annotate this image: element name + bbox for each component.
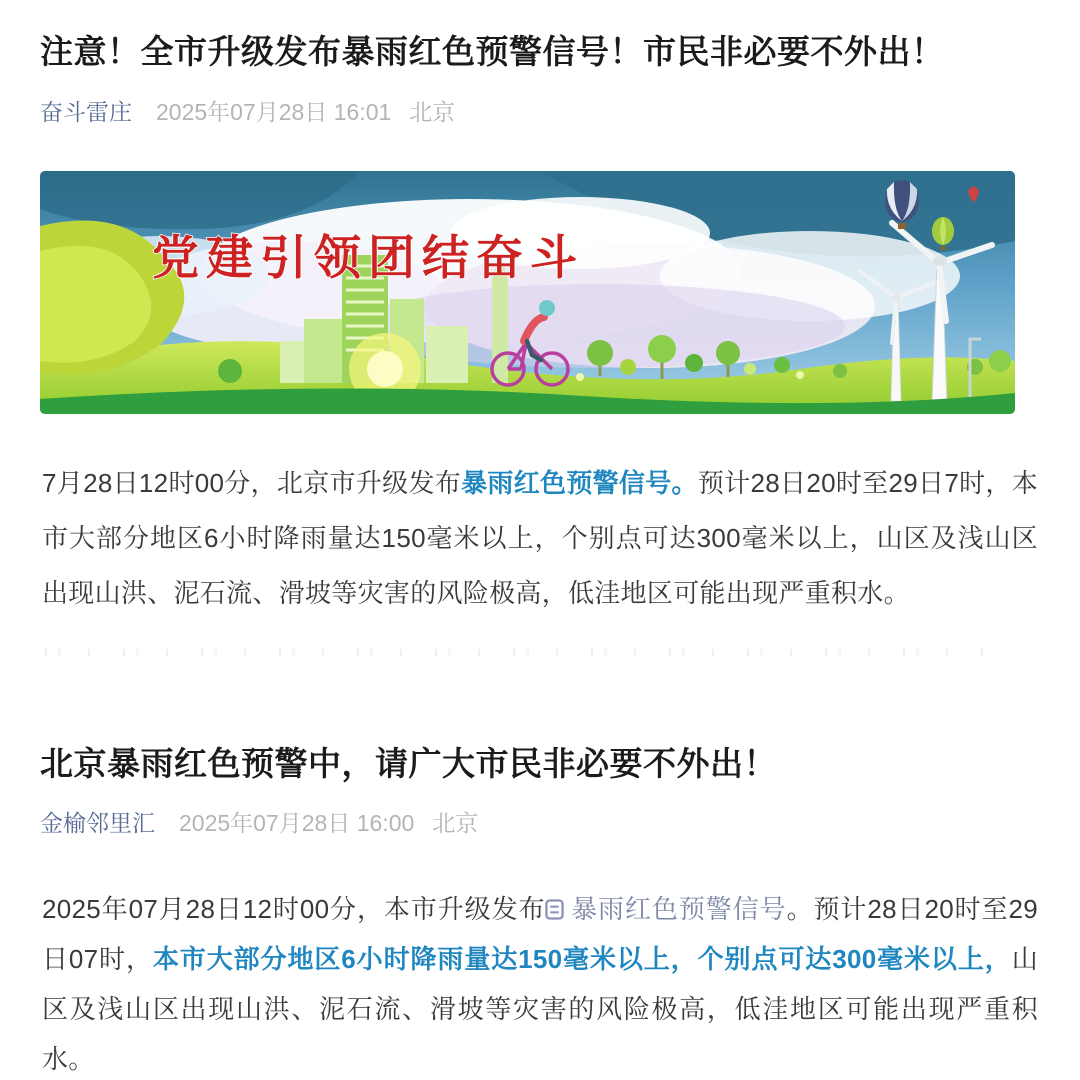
body-2-post: 山区及浅山区出现山洪、泥石流、滑坡等灾害的风险极高，低洼地区可能出现严重积水。 <box>42 944 1038 1075</box>
article-card-1 <box>0 30 1080 621</box>
body-1-highlight: 暴雨红色预警信号。 <box>461 467 698 498</box>
article-card-2 <box>0 742 1080 1080</box>
article-1-title[interactable]: 注意！全市升级发布暴雨红色预警信号！市民非必要不外出！ <box>40 33 945 70</box>
body-2-emphasis: 本市大部分地区6小时降雨量达150毫米以上，个别点可达300毫米以上， <box>152 944 1012 975</box>
article-1-meta <box>40 94 1040 127</box>
banner-illustration <box>40 171 1015 414</box>
body-2-pre: 2025年07月28日12时00分，本市升级发布 <box>42 894 546 925</box>
article-1-publish-location: 北京 <box>409 98 456 125</box>
faded-text-remnant <box>45 649 990 656</box>
article-2-body <box>42 884 1038 1080</box>
body-1-pre: 7月28日12时00分，北京市升级发布 <box>42 467 462 498</box>
article-feed <box>0 30 1080 1080</box>
body-1-post: 预计28日20时至29日7时，本市大部分地区6小时降雨量达150毫米以上，个别点可达300毫米以上，山区及浅山区出现山洪、泥石流、滑坡等灾害的风险极高，低洼地区可能出现严重积水。 <box>42 467 1039 608</box>
article-2-publish-date: 2025年07月28日 16:00 <box>179 810 415 837</box>
article-2-title[interactable]: 北京暴雨红色预警中，请广大市民非必要不外出！ <box>40 744 777 782</box>
article-1-banner-image[interactable] <box>40 171 1015 414</box>
alert-link-text: 暴雨红色预警信号 <box>570 894 787 925</box>
article-2-publish-location: 北京 <box>432 810 479 837</box>
document-icon <box>545 899 564 920</box>
article-1-body <box>42 456 1038 621</box>
alert-link[interactable] <box>545 894 786 924</box>
article-1-author-link[interactable]: 奋斗雷庄 <box>40 98 132 125</box>
body-2-mid: 。预计28日20时至29日07时， <box>42 894 1038 975</box>
article-2-meta <box>40 805 1040 838</box>
banner-slogan-text: 党建引领团结奋斗 <box>152 230 584 284</box>
article-1-publish-date: 2025年07月28日 16:01 <box>156 98 392 125</box>
article-2-author-link[interactable]: 金榆邻里汇 <box>40 810 155 837</box>
